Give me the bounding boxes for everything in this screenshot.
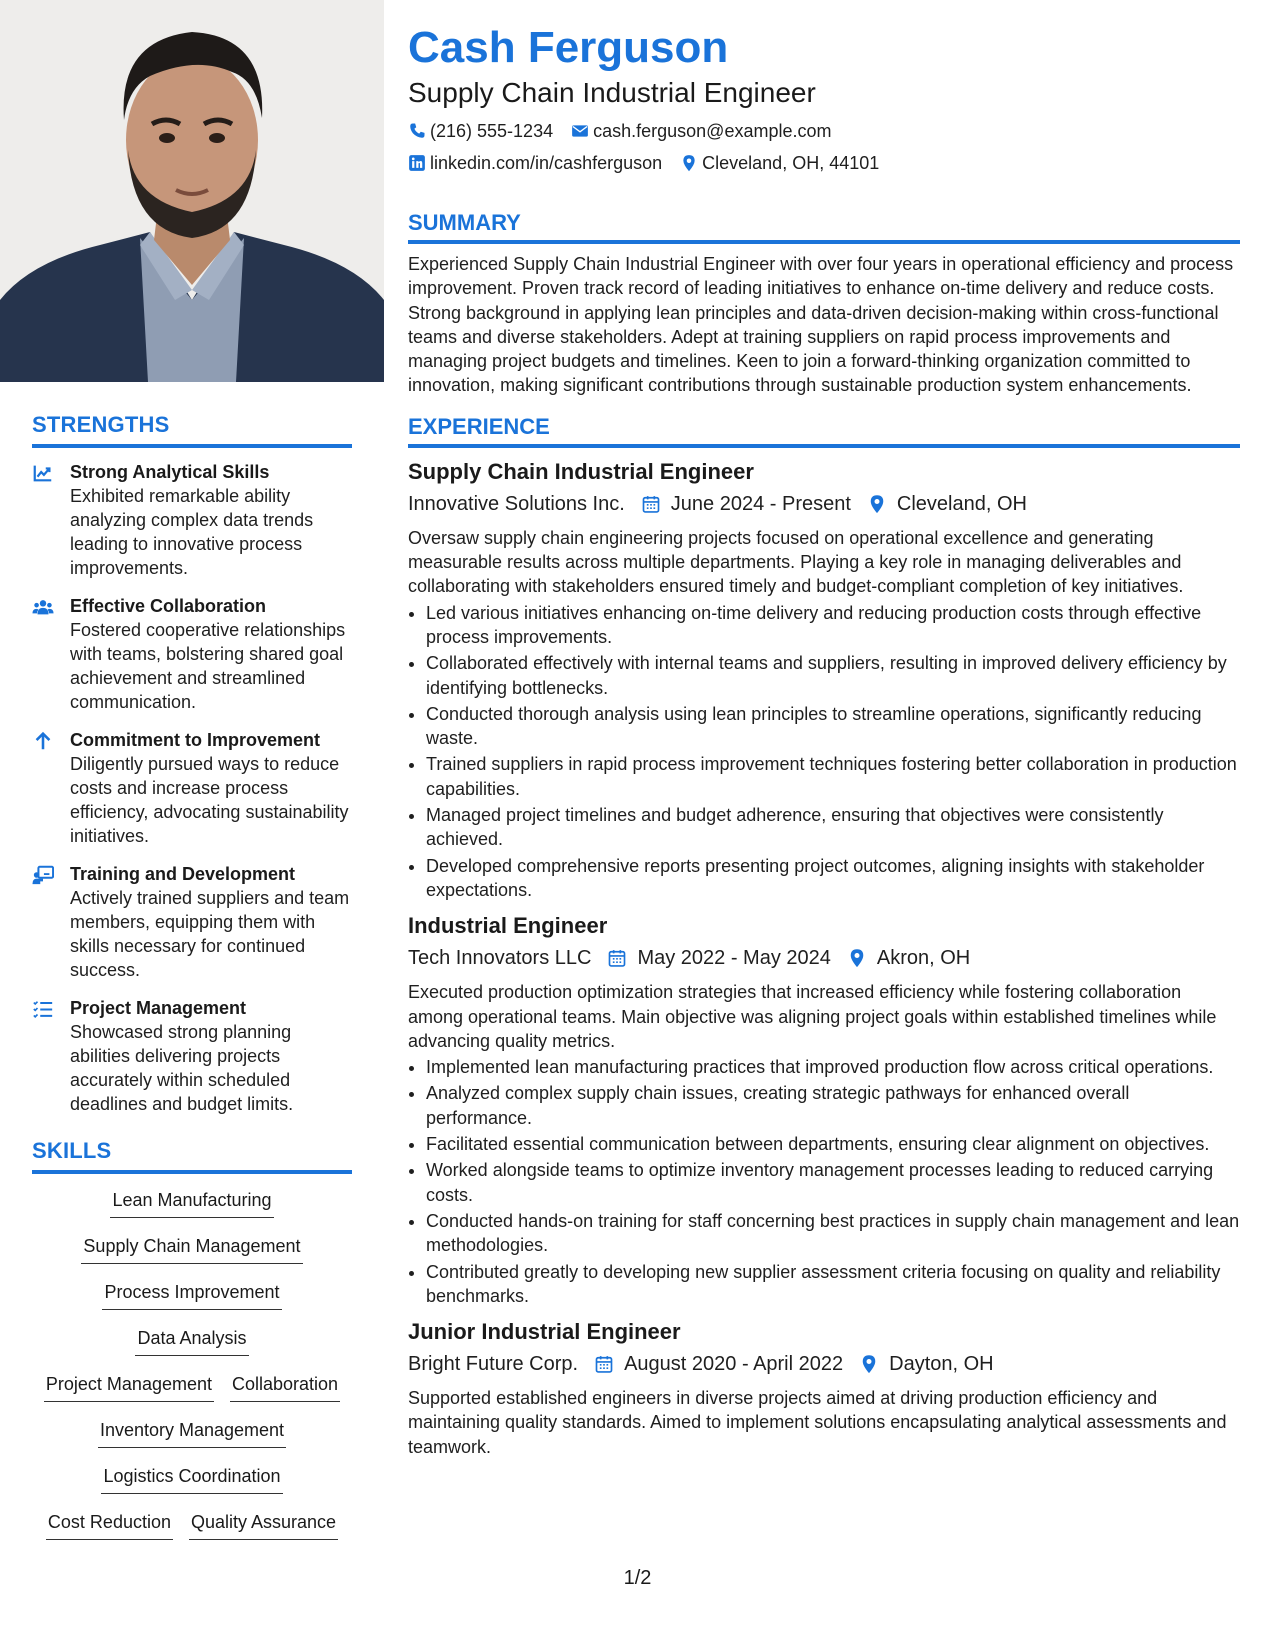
job-dates: August 2020 - April 2022: [624, 1353, 844, 1376]
map-pin-icon: [847, 948, 867, 968]
calendar-icon: [607, 948, 627, 968]
experience-section: [408, 414, 1240, 1459]
job-bullets: [408, 601, 1240, 903]
skills-list: [32, 1186, 352, 1540]
map-pin-icon: [680, 154, 698, 172]
calendar-icon: [594, 1354, 614, 1374]
strength-description: Exhibited remarkable ability analyzing complex data trends leading to innovative process improvements.: [70, 486, 314, 578]
contact-phone[interactable]: [408, 121, 553, 142]
strength-title: Commitment to Improvement: [70, 730, 321, 750]
contact-location: [680, 153, 879, 174]
skills-row: [32, 1232, 352, 1264]
experience-heading: EXPERIENCE: [408, 414, 1240, 448]
job-location-group: [867, 490, 1027, 518]
profile-photo: [0, 0, 384, 382]
arrow-up-icon: [32, 728, 70, 848]
strength-title: Effective Collaboration: [70, 596, 267, 616]
bullet-item: • Developed comprehensive reports presenting project outcomes, aligning insights with stakeholder expectations.: [426, 854, 1240, 903]
chart-line-icon: [32, 460, 70, 580]
skill-tag: Collaboration: [230, 1370, 340, 1402]
skills-row: [32, 1370, 352, 1402]
map-pin-icon: [859, 1354, 879, 1374]
skills-heading: SKILLS: [32, 1138, 352, 1174]
page-number: 1/2: [623, 1567, 652, 1589]
job-entry: [408, 912, 1240, 1308]
job-company: Tech Innovators LLC: [408, 947, 592, 970]
strength-item: [32, 594, 352, 714]
job-location-group: [859, 1350, 993, 1378]
location-text: Cleveland, OH, 44101: [702, 152, 880, 173]
left-column: [0, 0, 384, 1650]
bullet-item: • Analyzed complex supply chain issues, creating strategic pathways for enhanced overall performance.: [426, 1081, 1240, 1130]
contact-email[interactable]: [571, 121, 831, 142]
summary-text: Experienced Supply Chain Industrial Engineer with over four years in operational efficiency and process improvement. Proven track record of leading initiatives to enhance on-time delivery and reduce costs. Strong background in applying lean principles and data-driven decision-making within cross-functional teams and diverse stakeholders. Adept at training suppliers on rapid process improvements and managing project budgets and timelines. Keen to join a forward-thinking organization committed to innovation, making significant contributions through sustainable production system enhancements.: [408, 254, 1234, 396]
bullet-item: • Contributed greatly to developing new supplier assessment criteria focusing on quality and reliability benchmarks.: [426, 1260, 1240, 1309]
strength-item: [32, 728, 352, 848]
map-pin-icon: [867, 494, 887, 514]
job-meta: [408, 1350, 1240, 1378]
strength-title: Strong Analytical Skills: [70, 462, 270, 482]
job-location-group: [847, 944, 970, 972]
bullet-item: • Managed project timelines and budget adherence, ensuring that objectives were consistently achieved.: [426, 803, 1240, 852]
bullet-item: • Conducted thorough analysis using lean principles to streamline operations, significantly reducing waste.: [426, 702, 1240, 751]
summary-heading: SUMMARY: [408, 210, 1240, 244]
job-dates-group: [607, 944, 830, 972]
skills-row: [32, 1416, 352, 1448]
job-dates-group: [594, 1350, 843, 1378]
strengths-heading: STRENGTHS: [32, 412, 352, 448]
bullet-item: • Led various initiatives enhancing on-time delivery and reducing production costs through effective process improvements.: [426, 601, 1240, 650]
job-description: Executed production optimization strategies that increased efficiency while fostering collaboration among operational teams. Main objective was aligning project goals within established timelines while advancing quality metrics.: [408, 982, 1217, 1051]
skill-tag: Process Improvement: [102, 1278, 281, 1310]
left-content: [32, 412, 352, 1554]
checklist-icon: [32, 996, 70, 1116]
bullet-item: • Collaborated effectively with internal teams and suppliers, resulting in improved delivery efficiency by identifying bottlenecks.: [426, 651, 1240, 700]
skills-row: [32, 1324, 352, 1356]
skill-tag: Cost Reduction: [46, 1508, 173, 1540]
contact-row: [408, 150, 1240, 176]
job-company: Bright Future Corp.: [408, 1353, 579, 1376]
bullet-item: • Facilitated essential communication between departments, ensuring clear alignment on objectives.: [426, 1132, 1240, 1156]
phone-icon: [408, 122, 426, 140]
job-dates: June 2024 - Present: [670, 492, 851, 515]
skill-tag: Supply Chain Management: [81, 1232, 302, 1264]
contact-linkedin[interactable]: [408, 153, 662, 174]
job-title: Supply Chain Industrial Engineer: [408, 458, 754, 484]
job-dates: May 2022 - May 2024: [637, 947, 831, 970]
linkedin-text: linkedin.com/in/cashferguson: [430, 152, 663, 173]
job-title: Junior Industrial Engineer: [408, 1319, 681, 1345]
job-description: Supported established engineers in diverse projects aimed at driving production efficiency and maintaining quality standards. Aimed to implement solutions encapsulating analytical assessments and teamwork.: [408, 1388, 1227, 1457]
skill-tag: Lean Manufacturing: [110, 1186, 273, 1218]
job-entry: [408, 1318, 1240, 1459]
job-company: Innovative Solutions Inc.: [408, 492, 625, 515]
teacher-board-icon: [32, 862, 70, 982]
strength-description: Showcased strong planning abilities delivering projects accurately within scheduled deadlines and budget limits.: [70, 1022, 294, 1114]
strength-item: [32, 996, 352, 1116]
skills-row: [32, 1186, 352, 1218]
bullet-item: • Worked alongside teams to optimize inventory management processes leading to reduced carrying costs.: [426, 1158, 1240, 1207]
job-bullets: [408, 1055, 1240, 1308]
strength-description: Diligently pursued ways to reduce costs and increase process efficiency, advocating sustainability initiatives.: [70, 754, 349, 846]
phone-text: (216) 555-1234: [430, 120, 554, 141]
strength-title: Training and Development: [70, 864, 296, 884]
skills-row: [32, 1508, 352, 1540]
job-entry: [408, 458, 1240, 902]
strength-item: [32, 460, 352, 580]
contact-row: [408, 118, 1240, 144]
skills-row: [32, 1462, 352, 1494]
skill-tag: Logistics Coordination: [101, 1462, 282, 1494]
job-location: Dayton, OH: [889, 1353, 994, 1376]
calendar-icon: [641, 494, 661, 514]
strength-title: Project Management: [70, 998, 247, 1018]
job-description: Oversaw supply chain engineering projects focused on operational excellence and generating measurable results across multiple departments. Playing a key role in managing deliverables and collaborating with stakeholders ensured timely and budget-compliant completion of key initiatives.: [408, 527, 1184, 597]
envelope-icon: [571, 122, 589, 140]
skill-tag: Project Management: [44, 1370, 214, 1402]
summary-section: [408, 210, 1240, 398]
candidate-name: Cash Ferguson: [408, 23, 729, 72]
users-icon: [32, 594, 70, 714]
strength-description: Fostered cooperative relationships with teams, bolstering shared goal achievement and streamlined communication.: [70, 620, 346, 712]
job-location: Akron, OH: [876, 947, 971, 970]
email-text: cash.ferguson@example.com: [593, 120, 832, 141]
job-title: Industrial Engineer: [408, 913, 608, 939]
bullet-item: • Implemented lean manufacturing practices that improved production flow across critical operations.: [426, 1055, 1240, 1079]
job-meta: [408, 944, 1240, 972]
skill-tag: Inventory Management: [98, 1416, 286, 1448]
right-column: [408, 22, 1240, 1459]
job-meta: [408, 490, 1240, 518]
linkedin-icon: [408, 154, 426, 172]
skill-tag: Data Analysis: [135, 1324, 248, 1356]
strength-description: Actively trained suppliers and team members, equipping them with skills necessary for continued success.: [70, 888, 350, 980]
bullet-item: • Conducted hands-on training for staff concerning best practices in supply chain management and lean methodologies.: [426, 1209, 1240, 1258]
job-location: Cleveland, OH: [896, 492, 1027, 515]
skills-row: [32, 1278, 352, 1310]
skill-tag: Quality Assurance: [189, 1508, 338, 1540]
strength-item: [32, 862, 352, 982]
bullet-item: • Trained suppliers in rapid process improvement techniques fostering better collaboration in production capabilities.: [426, 752, 1240, 801]
candidate-role: Supply Chain Industrial Engineer: [408, 77, 816, 108]
job-dates-group: [641, 490, 851, 518]
